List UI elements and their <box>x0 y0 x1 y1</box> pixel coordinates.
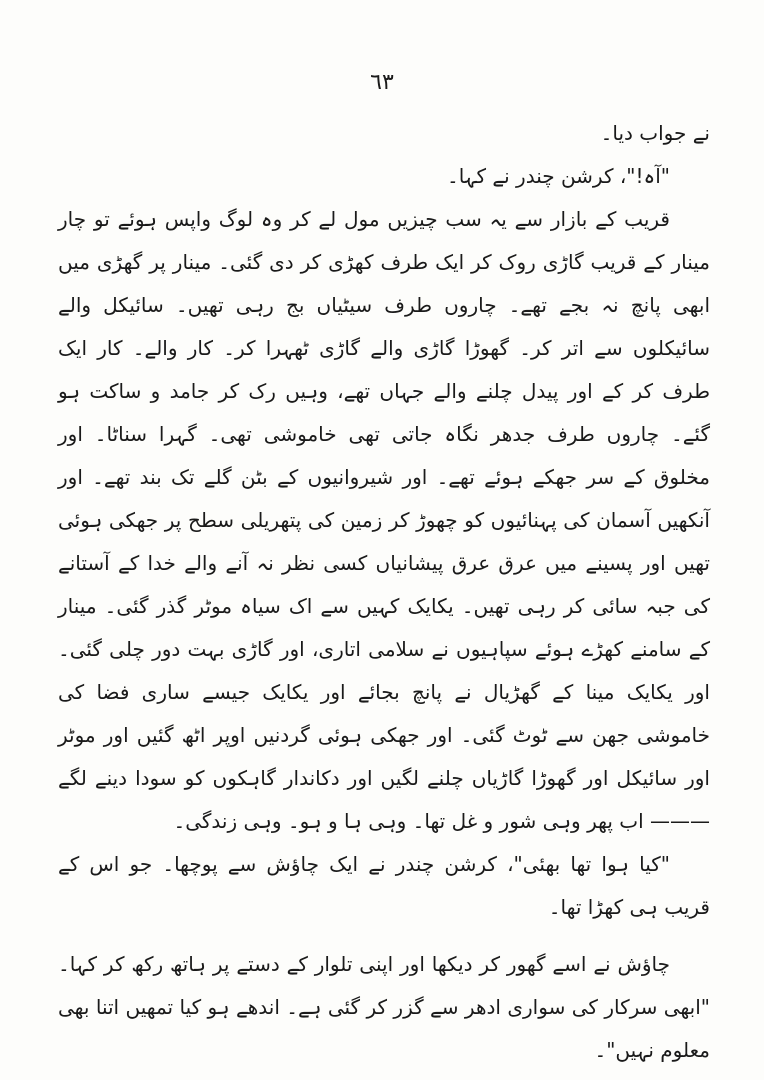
paragraph: چاؤش نے اسے گھور کر دیکھا اور اپنی تلوار کے دستے پر ہاتھ رکھ کر کہا۔ "ابھی سرکار کی سواری ادھر سے گزر کر گئی ہے۔ اندھے ہو کیا تمھیں اتنا بھی معلوم نہیں"۔ <box>58 952 710 1062</box>
page-number: ٦٣ <box>370 70 394 95</box>
page-body <box>58 112 710 1072</box>
paragraph: "کیا ہوا تھا بھئی"، کرشن چندر نے ایک چاؤش سے پوچھا۔ جو اس کے قریب ہی کھڑا تھا۔ <box>58 852 710 919</box>
paragraph: قریب کے بازار سے یہ سب چیزیں مول لے کر وہ لوگ واپس ہوئے تو چار مینار کے قریب گاڑی روک کر ایک طرف کھڑی کر دی گئی۔ مینار پر گھڑی میں ابھی پانچ نہ بجے تھے۔ چاروں طرف سیٹیاں بج رہی تھیں۔ سائیکل والے سائیکلوں سے اتر کر۔ گھوڑا گاڑی والے گاڑی ٹھہرا کر۔ کار والے۔ کار ایک طرف کر کے اور پیدل چلنے والے جہاں تھے، وہیں رک کر جامد و ساکت ہو گئے۔ چاروں طرف جدھر نگاہ جاتی تھی خاموشی تھی۔ گہرا سناٹا۔ اور مخلوق کے سر جھکے ہوئے تھے۔ اور شیروانیوں کے بٹن گلے تک بند تھے۔ اور آنکھیں آسمان کی پہنائیوں کو چھوڑ کر زمین کی پتھریلی سطح پر جھکی ہوئی تھیں اور پسینے میں عرق عرق پیشانیاں کسی نظر نہ آنے والے خدا کے آستانے کی جبہ سائی کر رہی تھیں۔ یکایک کہیں سے اک سیاہ موٹر گذر گئی۔ مینار کے سامنے کھڑے ہوئے سپاہیوں نے سلامی اتاری، اور گاڑی بہت دور چلی گئی۔ اور یکایک مینا کے گھڑیال نے پانچ بجائے اور یکایک جیسے ساری فضا کی خاموشی جھن سے ٹوٹ گئی۔ اور جھکی ہوئی گردنیں اوپر اٹھ گئیں اور موٹر اور سائیکل اور گھوڑا گاڑیاں چلنے لگیں اور دکاندار گاہکوں کو سودا دینے لگے ——— اب پھر وہی شور و غل تھا۔ وہی ہا و ہو۔ وہی زندگی۔ <box>58 207 710 833</box>
paragraph: "آہ!"، کرشن چندر نے کہا۔ <box>446 164 670 188</box>
paragraph: نے جواب دیا۔ <box>600 121 710 145</box>
